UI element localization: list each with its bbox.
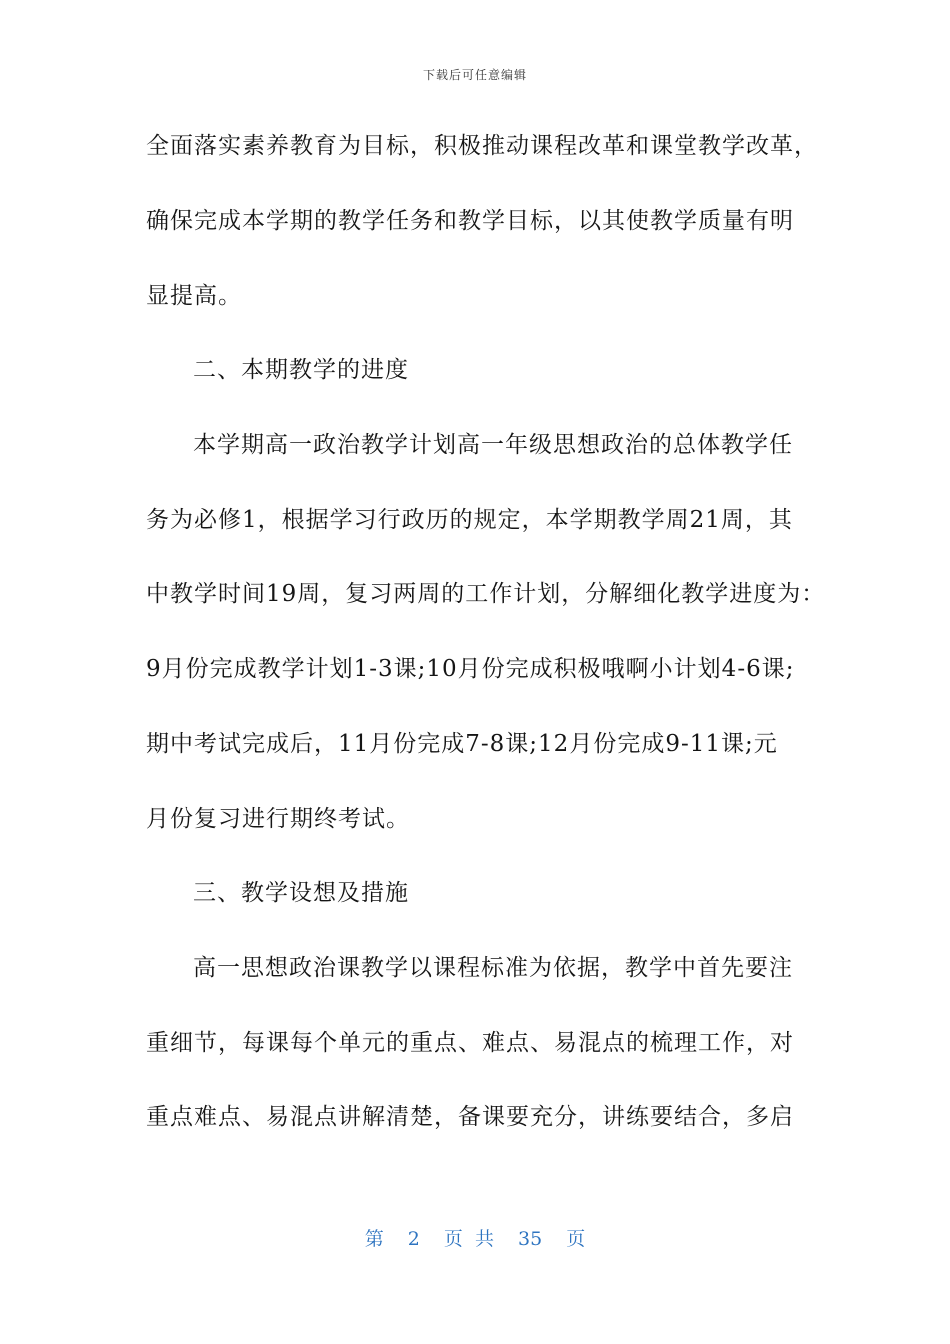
paragraph-line: 显提高。 [146, 283, 242, 309]
footer-total-pages: 35 [518, 1228, 543, 1250]
paragraph-line: 务为必修1，根据学习行政历的规定，本学期教学周21周，其 [146, 507, 793, 533]
section-heading: 三、教学设想及措施 [193, 880, 409, 906]
paragraph-line: 本学期高一政治教学计划高一年级思想政治的总体教学任 [193, 432, 793, 458]
footer-suffix: 页 [566, 1228, 586, 1250]
paragraph-line: 9月份完成教学计划1-3课;10月份完成积极哦啊小计划4-6课; [146, 656, 795, 682]
paragraph-line: 重点难点、易混点讲解清楚，备课要充分，讲练要结合，多启 [146, 1104, 794, 1130]
footer-middle: 页 共 [443, 1228, 494, 1250]
section-heading: 二、本期教学的进度 [193, 357, 409, 383]
paragraph-line: 期中考试完成后，11月份完成7-8课;12月份完成9-11课;元 [146, 731, 778, 757]
paragraph-line: 高一思想政治课教学以课程标准为依据，教学中首先要注 [193, 955, 793, 981]
paragraph-line: 全面落实素养教育为目标，积极推动课程改革和课堂教学改革， [146, 133, 818, 159]
paragraph-line: 重细节，每课每个单元的重点、难点、易混点的梳理工作，对 [146, 1030, 794, 1056]
paragraph-line: 中教学时间19周，复习两周的工作计划，分解细化教学进度为： [146, 581, 826, 607]
footer-prefix: 第 [364, 1228, 384, 1250]
paragraph-line: 确保完成本学期的教学任务和教学目标，以其使教学质量有明 [146, 208, 794, 234]
paragraph-line: 月份复习进行期终考试。 [146, 806, 410, 832]
page-header: 下载后可任意编辑 [422, 68, 527, 82]
footer-page-number: 2 [407, 1228, 420, 1250]
page-footer [0, 1224, 950, 1251]
